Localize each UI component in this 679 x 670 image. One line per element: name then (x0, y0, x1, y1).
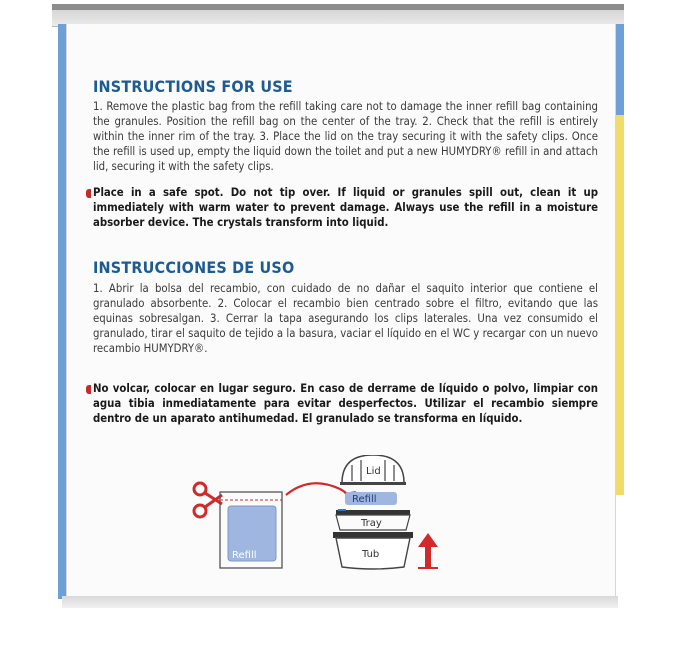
warning-spanish: No volcar, colocar en lugar seguro. En caso de derrame de líquido o polvo, limpiar con agua tibia inmediatamente para evitar desperfectos. Utilizar el recambio siempre dentro de un aparato antihumedad. El granulado se transforma en líquido. (93, 382, 598, 425)
refill-label: Refill (352, 494, 377, 505)
instructions-spanish: 1. Abrir la bolsa del recambio, con cuidado de no dañar el saquito interior que contiene el granulado absorbente. 2. Colocar el recambio bien centrado sobre el filtro, evitando que las equinas sobresalgan. 3. Cerrar la tapa asegurando los clips laterales. Una vez consumido el granulado, tirar el saquito de tejido a la basura, vaciar el líquido en el WC y recargar con un nuevo recambio HUMYDRY®. (93, 282, 598, 355)
box-left-edge (58, 24, 66, 599)
lid-label: Lid (366, 466, 381, 477)
refill-pad-illustration (345, 492, 397, 505)
lid-illustration (340, 455, 406, 485)
tub-illustration (333, 532, 413, 569)
heading-english: INSTRUCTIONS FOR USE (93, 77, 293, 96)
warning-bullet-spanish (86, 385, 91, 394)
box-bottom-edge (62, 596, 618, 608)
scissors-icon (194, 483, 222, 517)
tray-label: Tray (361, 518, 382, 529)
up-arrow-icon (418, 533, 438, 569)
refill-bag-illustration (220, 492, 282, 568)
assembly-diagram (190, 455, 450, 580)
tub-label: Tub (362, 549, 380, 560)
bag-refill-label: Refill (232, 550, 257, 561)
tray-illustration (336, 509, 410, 530)
warning-english: Place in a safe spot. Do not tip over. If liquid or granules spill out, clean it up immediately with warm water to prevent damage. Always use the refill in a moisture absorber device. The crystals transform into liquid. (93, 186, 598, 229)
box-top-shadow (52, 4, 624, 10)
instructions-english: 1. Remove the plastic bag from the refill taking care not to damage the inner refill bag containing the granules. Position the refill bag on the center of the tray. 2. Check that the refill is entirely within the inner rim of the tray. 3. Place the lid on the tray securing it with the safety clips. Once the refill is used up, empty the liquid down the toilet and put a new HUMYDRY® refill in and attach lid, securing it with the safety clips. (93, 100, 598, 173)
warning-bullet-english (86, 189, 91, 198)
heading-spanish: INSTRUCCIONES DE USO (93, 258, 295, 277)
